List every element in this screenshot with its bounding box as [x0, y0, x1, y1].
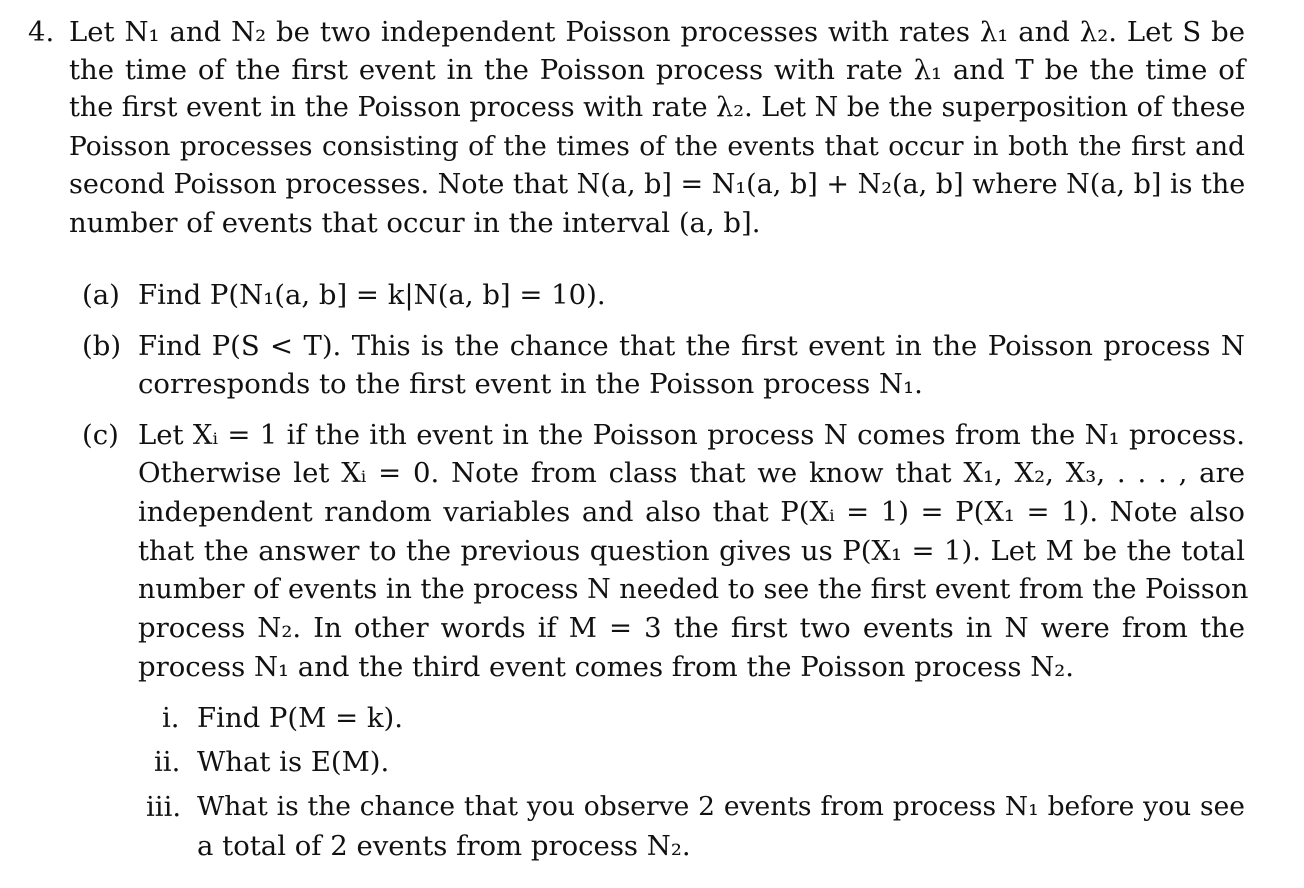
- intro-line: Poisson processes consisting of the times of the events that occur in both the first and: [69, 131, 1245, 162]
- intro-line: the first event in the Poisson process with rate λ₂. Let N be the superposition of these: [69, 92, 1246, 123]
- part-c-line: Otherwise let Xᵢ = 0. Note from class that we know that X₁, X₂, X₃, . . . , are: [138, 457, 1245, 489]
- part-c-line: Let Xᵢ = 1 if the ith event in the Poisson process N comes from the N₁ process.: [138, 419, 1245, 451]
- subpart-i-line: Find P(M = k).: [197, 702, 403, 734]
- subpart-i-label: i.: [162, 702, 180, 734]
- subpart-iii-line: What is the chance that you observe 2 events from process N₁ before you see: [197, 791, 1245, 822]
- part-c-line: that the answer to the previous question gives us P(X₁ = 1). Let M be the total: [138, 535, 1245, 567]
- part-b-line: corresponds to the first event in the Poisson process N₁.: [138, 368, 923, 400]
- part-c-line: process N₂. In other words if M = 3 the first two events in N were from the: [138, 612, 1245, 644]
- part-b-label: (b): [82, 330, 122, 362]
- subpart-iii-line: a total of 2 events from process N₂.: [197, 830, 691, 862]
- subpart-ii-label: ii.: [154, 746, 181, 778]
- intro-line: second Poisson processes. Note that N(a, b] = N₁(a, b] + N₂(a, b] where N(a, b] is the: [69, 169, 1246, 200]
- part-b-line: Find P(S < T). This is the chance that the first event in the Poisson process N: [138, 330, 1245, 362]
- part-c-line: number of events in the process N needed to see the first event from the Poisson: [138, 574, 1249, 605]
- part-c-line: independent random variables and also that P(Xᵢ = 1) = P(X₁ = 1). Note also: [138, 496, 1245, 528]
- part-a-label: (a): [82, 279, 120, 311]
- part-c-line: process N₁ and the third event comes from the Poisson process N₂.: [138, 651, 1075, 683]
- subpart-iii-label: iii.: [146, 791, 182, 823]
- intro-line: Let N₁ and N₂ be two independent Poisson processes with rates λ₁ and λ₂. Let S be: [69, 16, 1245, 48]
- intro-line: the time of the first event in the Poisson process with rate λ₁ and T be the time of: [69, 54, 1245, 86]
- problem-number: 4.: [28, 16, 55, 48]
- part-c-label: (c): [82, 419, 119, 451]
- intro-line: number of events that occur in the interval (a, b].: [69, 207, 761, 239]
- subpart-ii-line: What is E(M).: [197, 746, 390, 778]
- part-a-line: Find P(N₁(a, b] = k|N(a, b] = 10).: [138, 279, 606, 311]
